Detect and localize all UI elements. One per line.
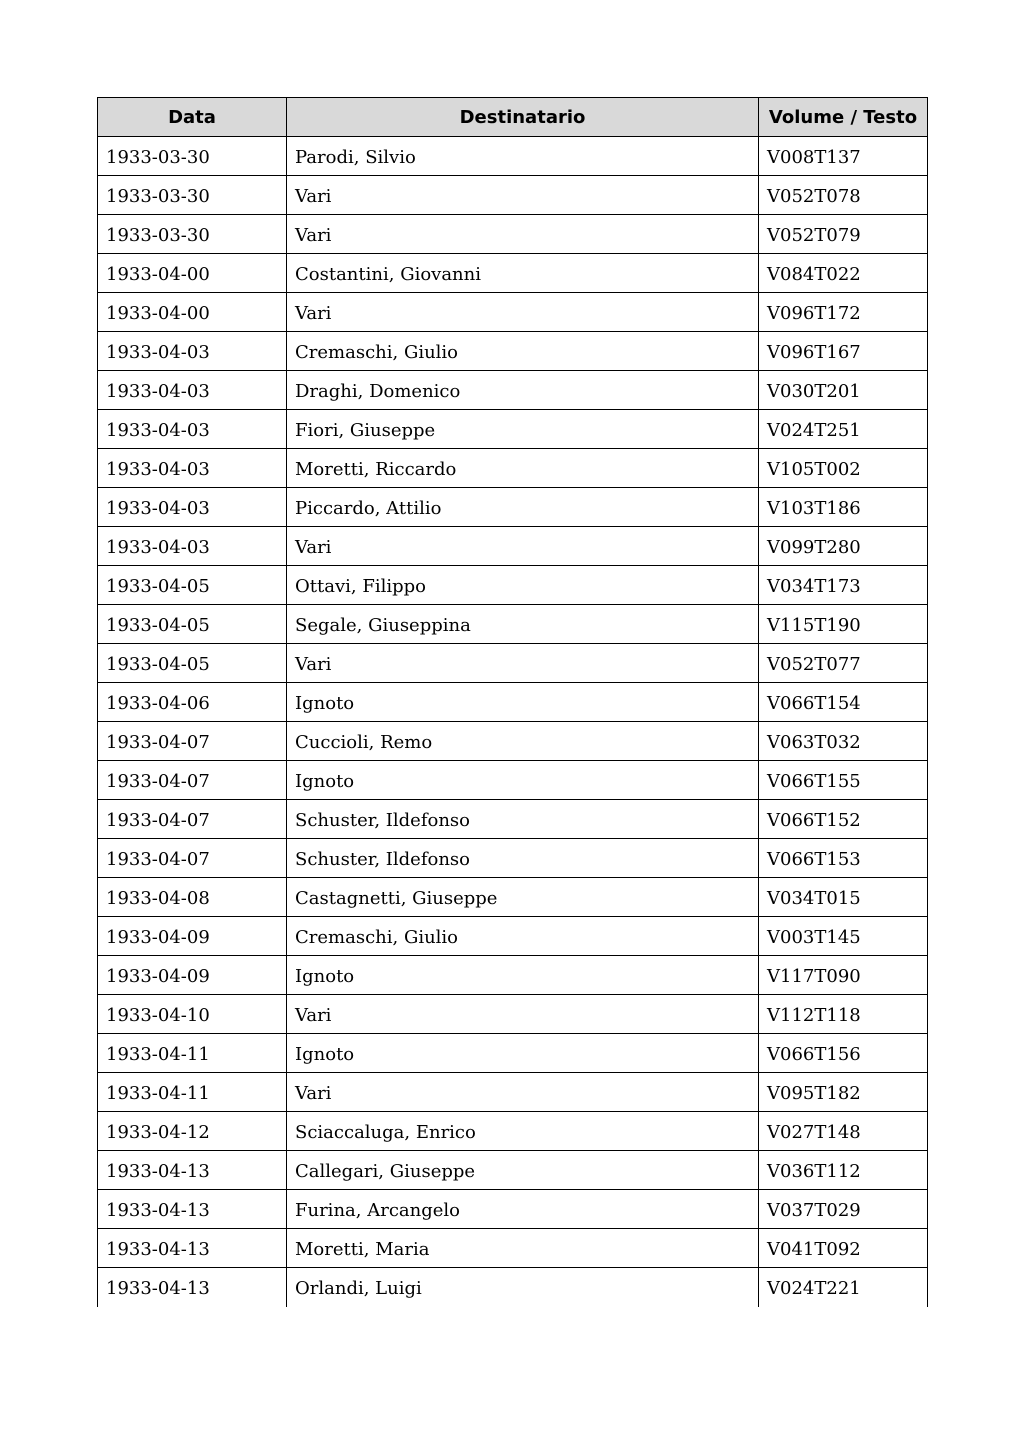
table-row [98, 722, 928, 761]
table-row [98, 761, 928, 800]
table-row [98, 605, 928, 644]
recipient-cell: Vari [287, 293, 759, 332]
table-row [98, 449, 928, 488]
date-cell: 1933-04-03 [98, 371, 287, 410]
date-cell: 1933-04-03 [98, 449, 287, 488]
date-cell: 1933-04-11 [98, 1034, 287, 1073]
table-body [98, 137, 928, 1307]
table-row [98, 332, 928, 371]
recipient-cell: Vari [287, 527, 759, 566]
table-row [98, 839, 928, 878]
recipient-cell: Moretti, Riccardo [287, 449, 759, 488]
table-row [98, 1034, 928, 1073]
date-cell: 1933-04-09 [98, 956, 287, 995]
volume-text-cell: V105T002 [759, 449, 928, 488]
volume-text-cell: V066T156 [759, 1034, 928, 1073]
letters-table [97, 97, 928, 1307]
volume-text-cell: V024T221 [759, 1268, 928, 1307]
date-cell: 1933-04-07 [98, 839, 287, 878]
recipient-cell: Ignoto [287, 956, 759, 995]
table-row [98, 1190, 928, 1229]
table-row [98, 917, 928, 956]
table-row [98, 644, 928, 683]
volume-text-cell: V008T137 [759, 137, 928, 176]
date-cell: 1933-04-09 [98, 917, 287, 956]
recipient-cell: Parodi, Silvio [287, 137, 759, 176]
date-cell: 1933-04-03 [98, 488, 287, 527]
column-header-recipient: Destinatario [287, 98, 759, 137]
date-cell: 1933-04-08 [98, 878, 287, 917]
column-header-date: Data [98, 98, 287, 137]
date-cell: 1933-04-11 [98, 1073, 287, 1112]
table-row [98, 176, 928, 215]
volume-text-cell: V063T032 [759, 722, 928, 761]
column-header-volume-text: Volume / Testo [759, 98, 928, 137]
volume-text-cell: V052T078 [759, 176, 928, 215]
date-cell: 1933-04-12 [98, 1112, 287, 1151]
table-row [98, 878, 928, 917]
recipient-cell: Vari [287, 1073, 759, 1112]
date-cell: 1933-04-05 [98, 566, 287, 605]
volume-text-cell: V084T022 [759, 254, 928, 293]
volume-text-cell: V052T077 [759, 644, 928, 683]
recipient-cell: Ottavi, Filippo [287, 566, 759, 605]
recipient-cell: Ignoto [287, 1034, 759, 1073]
volume-text-cell: V066T153 [759, 839, 928, 878]
volume-text-cell: V037T029 [759, 1190, 928, 1229]
date-cell: 1933-03-30 [98, 137, 287, 176]
date-cell: 1933-04-03 [98, 527, 287, 566]
table-row [98, 137, 928, 176]
table-row [98, 1268, 928, 1307]
volume-text-cell: V115T190 [759, 605, 928, 644]
table-row [98, 1151, 928, 1190]
table-row [98, 488, 928, 527]
recipient-cell: Draghi, Domenico [287, 371, 759, 410]
recipient-cell: Piccardo, Attilio [287, 488, 759, 527]
volume-text-cell: V041T092 [759, 1229, 928, 1268]
date-cell: 1933-04-07 [98, 722, 287, 761]
recipient-cell: Cremaschi, Giulio [287, 917, 759, 956]
date-cell: 1933-03-30 [98, 215, 287, 254]
table-row [98, 1229, 928, 1268]
volume-text-cell: V027T148 [759, 1112, 928, 1151]
table-row [98, 566, 928, 605]
volume-text-cell: V003T145 [759, 917, 928, 956]
volume-text-cell: V052T079 [759, 215, 928, 254]
volume-text-cell: V024T251 [759, 410, 928, 449]
date-cell: 1933-04-00 [98, 293, 287, 332]
recipient-cell: Ignoto [287, 761, 759, 800]
volume-text-cell: V096T172 [759, 293, 928, 332]
volume-text-cell: V095T182 [759, 1073, 928, 1112]
volume-text-cell: V066T154 [759, 683, 928, 722]
date-cell: 1933-04-07 [98, 800, 287, 839]
volume-text-cell: V030T201 [759, 371, 928, 410]
table-header-row [98, 98, 928, 137]
recipient-cell: Furina, Arcangelo [287, 1190, 759, 1229]
date-cell: 1933-04-13 [98, 1268, 287, 1307]
volume-text-cell: V112T118 [759, 995, 928, 1034]
recipient-cell: Schuster, Ildefonso [287, 839, 759, 878]
recipient-cell: Fiori, Giuseppe [287, 410, 759, 449]
table-row [98, 800, 928, 839]
date-cell: 1933-04-03 [98, 332, 287, 371]
table-row [98, 410, 928, 449]
date-cell: 1933-03-30 [98, 176, 287, 215]
recipient-cell: Callegari, Giuseppe [287, 1151, 759, 1190]
volume-text-cell: V034T173 [759, 566, 928, 605]
date-cell: 1933-04-07 [98, 761, 287, 800]
recipient-cell: Segale, Giuseppina [287, 605, 759, 644]
volume-text-cell: V117T090 [759, 956, 928, 995]
volume-text-cell: V034T015 [759, 878, 928, 917]
date-cell: 1933-04-05 [98, 644, 287, 683]
volume-text-cell: V103T186 [759, 488, 928, 527]
recipient-cell: Castagnetti, Giuseppe [287, 878, 759, 917]
volume-text-cell: V036T112 [759, 1151, 928, 1190]
table-row [98, 1073, 928, 1112]
date-cell: 1933-04-03 [98, 410, 287, 449]
recipient-cell: Moretti, Maria [287, 1229, 759, 1268]
recipient-cell: Vari [287, 644, 759, 683]
table-row [98, 527, 928, 566]
recipient-cell: Costantini, Giovanni [287, 254, 759, 293]
volume-text-cell: V099T280 [759, 527, 928, 566]
recipient-cell: Vari [287, 995, 759, 1034]
recipient-cell: Cuccioli, Remo [287, 722, 759, 761]
date-cell: 1933-04-00 [98, 254, 287, 293]
table-row [98, 956, 928, 995]
recipient-cell: Schuster, Ildefonso [287, 800, 759, 839]
volume-text-cell: V066T155 [759, 761, 928, 800]
recipient-cell: Sciaccaluga, Enrico [287, 1112, 759, 1151]
recipient-cell: Ignoto [287, 683, 759, 722]
recipient-cell: Vari [287, 176, 759, 215]
volume-text-cell: V096T167 [759, 332, 928, 371]
volume-text-cell: V066T152 [759, 800, 928, 839]
date-cell: 1933-04-13 [98, 1151, 287, 1190]
table-row [98, 1112, 928, 1151]
date-cell: 1933-04-06 [98, 683, 287, 722]
recipient-cell: Cremaschi, Giulio [287, 332, 759, 371]
table-row [98, 254, 928, 293]
table-row [98, 995, 928, 1034]
recipient-cell: Vari [287, 215, 759, 254]
date-cell: 1933-04-13 [98, 1190, 287, 1229]
table-row [98, 293, 928, 332]
date-cell: 1933-04-05 [98, 605, 287, 644]
recipient-cell: Orlandi, Luigi [287, 1268, 759, 1307]
table-row [98, 371, 928, 410]
date-cell: 1933-04-13 [98, 1229, 287, 1268]
table-row [98, 683, 928, 722]
date-cell: 1933-04-10 [98, 995, 287, 1034]
table-row [98, 215, 928, 254]
